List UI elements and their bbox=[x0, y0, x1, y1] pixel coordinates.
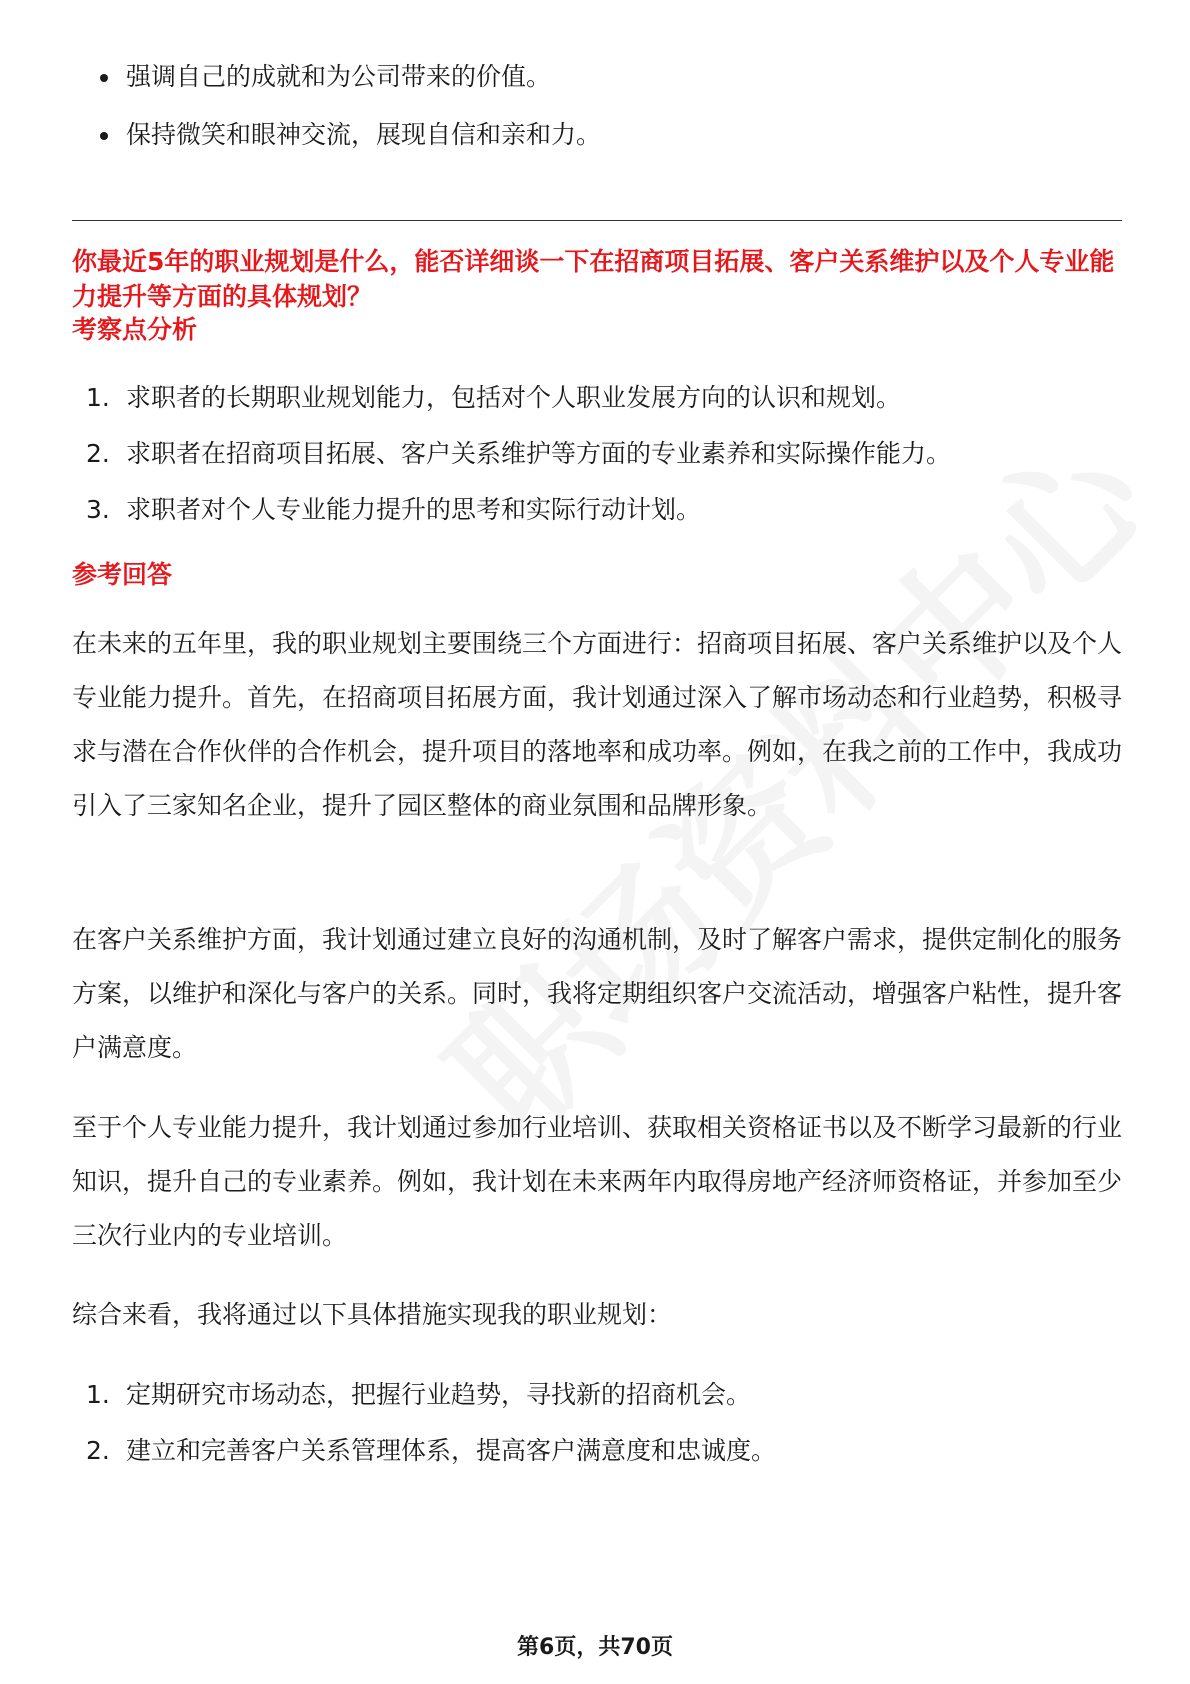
bullet-dot-icon bbox=[100, 74, 108, 82]
analysis-list bbox=[72, 381, 1132, 549]
answer-paragraph: 综合来看，我将通过以下具体措施实现我的职业规划： bbox=[72, 1300, 673, 1329]
item-number: 2. bbox=[86, 1436, 110, 1465]
measure-item bbox=[72, 1434, 1132, 1468]
item-text: 求职者的长期职业规划能力，包括对个人职业发展方向的认识和规划。 bbox=[126, 383, 902, 412]
analysis-item bbox=[72, 381, 1132, 415]
item-text: 建立和完善客户关系管理体系，提高客户满意度和忠诚度。 bbox=[126, 1436, 777, 1465]
top-bullet-list bbox=[72, 60, 1122, 176]
section-divider bbox=[72, 220, 1122, 221]
analysis-heading: 考察点分析 bbox=[72, 315, 198, 344]
answer-paragraph: 在未来的五年里，我的职业规划主要围绕三个方面进行：招商项目拓展、客户关系维护以及个人专业能力提升。首先，在招商项目拓展方面，我计划通过深入了解市场动态和行业趋势，积极寻求与潜在合作伙伴的合作机会，提升项目的落地率和成功率。例如，在我之前的工作中，我成功引入了三家知名企业，提升了园区整体的商业氛围和品牌形象。 bbox=[72, 629, 1123, 820]
analysis-item bbox=[72, 493, 1132, 527]
item-text: 求职者在招商项目拓展、客户关系维护等方面的专业素养和实际操作能力。 bbox=[126, 439, 952, 468]
bullet-text: 强调自己的成就和为公司带来的价值。 bbox=[126, 62, 552, 91]
answer-paragraph: 至于个人专业能力提升，我计划通过参加行业培训、获取相关资格证书以及不断学习最新的行业知识，提升自己的专业素养。例如，我计划在未来两年内取得房地产经济师资格证，并参加至少三次行业内的专业培训。 bbox=[72, 1113, 1123, 1250]
page-number: 第6页，共70页 bbox=[517, 1635, 673, 1660]
bullet-item bbox=[72, 118, 1122, 152]
item-number: 2. bbox=[86, 439, 110, 468]
item-number: 1. bbox=[86, 1380, 110, 1409]
item-text: 求职者对个人专业能力提升的思考和实际行动计划。 bbox=[126, 495, 702, 524]
item-number: 3. bbox=[86, 495, 110, 524]
analysis-item bbox=[72, 437, 1132, 471]
item-number: 1. bbox=[86, 383, 110, 412]
item-text: 定期研究市场动态，把握行业趋势，寻找新的招商机会。 bbox=[126, 1380, 752, 1409]
measure-item bbox=[72, 1378, 1132, 1412]
bullet-dot-icon bbox=[100, 132, 108, 140]
interview-question: 你最近5年的职业规划是什么，能否详细谈一下在招商项目拓展、客户关系维护以及个人专业能力提升等方面的具体规划？ bbox=[72, 247, 1115, 311]
bullet-text: 保持微笑和眼神交流，展现自信和亲和力。 bbox=[126, 120, 602, 149]
measures-list bbox=[72, 1378, 1132, 1490]
answer-paragraph: 在客户关系维护方面，我计划通过建立良好的沟通机制，及时了解客户需求，提供定制化的服务方案，以维护和深化与客户的关系。同时，我将定期组织客户交流活动，增强客户粘性，提升客户满意度。 bbox=[72, 925, 1123, 1062]
bullet-item bbox=[72, 60, 1122, 94]
answer-heading: 参考回答 bbox=[72, 560, 173, 589]
